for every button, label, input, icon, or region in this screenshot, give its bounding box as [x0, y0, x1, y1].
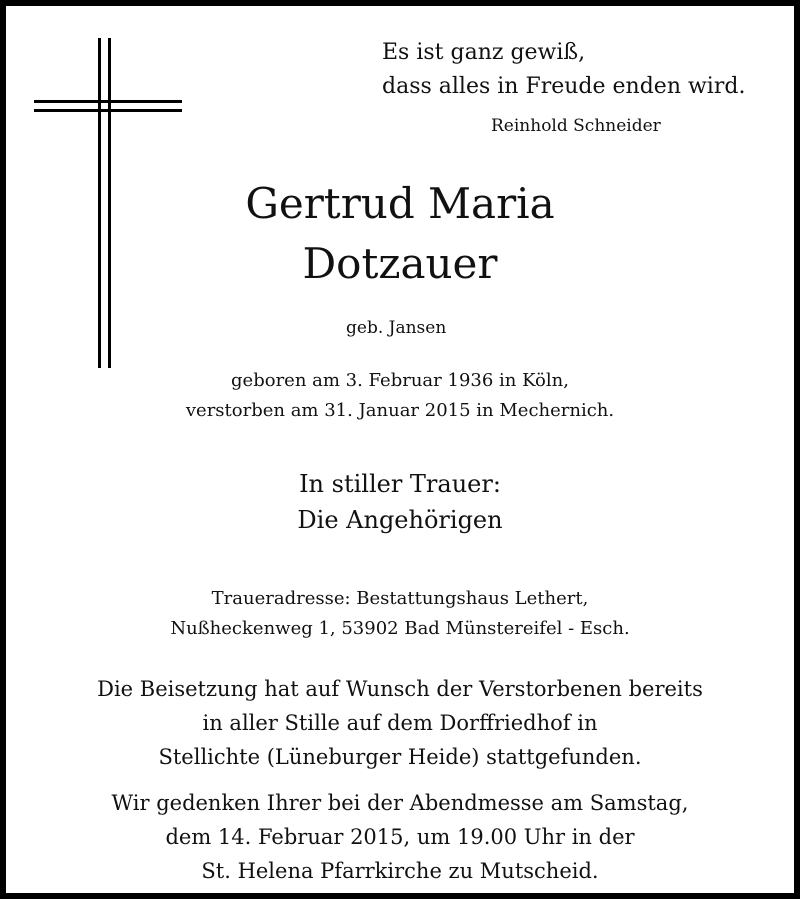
address-line-1: Traueradresse: Bestattungshaus Lethert, — [211, 588, 589, 609]
burial-line-1: Die Beisetzung hat auf Wunsch der Verstorbenen bereits — [97, 677, 703, 701]
death-line: verstorben am 31. Januar 2015 in Mechernich. — [185, 400, 615, 421]
mourning-line-1: In stiller Trauer: — [299, 470, 501, 498]
burial-line-3: Stellichte (Lüneburger Heide) stattgefunden. — [158, 745, 642, 769]
memorial-line-2: dem 14. Februar 2015, um 19.00 Uhr in der — [165, 825, 635, 849]
motto-line-2: dass alles in Freude enden wird. — [382, 74, 746, 99]
mourning-signature — [6, 466, 794, 538]
motto-quote — [382, 36, 745, 104]
memorial-mass-notice — [6, 786, 794, 888]
burial-notice — [6, 672, 794, 774]
address-line-2: Nußheckenweg 1, 53902 Bad Münstereifel - Esch. — [170, 618, 630, 639]
life-dates — [6, 366, 794, 426]
mourning-line-2: Die Angehörigen — [297, 506, 503, 534]
motto-author: Reinhold Schneider — [491, 116, 661, 136]
burial-line-2: in aller Stille auf dem Dorffriedhof in — [202, 711, 598, 735]
maiden-name: geb. Jansen — [346, 318, 447, 338]
memorial-line-3: St. Helena Pfarrkirche zu Mutscheid. — [201, 859, 599, 883]
birth-line: geboren am 3. Februar 1936 in Köln, — [231, 370, 569, 391]
deceased-name — [6, 174, 794, 294]
motto-line-1: Es ist ganz gewiß, — [382, 40, 586, 65]
memorial-line-1: Wir gedenken Ihrer bei der Abendmesse am Samstag, — [111, 791, 689, 815]
deceased-surname: Dotzauer — [302, 239, 498, 288]
mourning-address — [6, 584, 794, 644]
deceased-first-names: Gertrud Maria — [245, 179, 555, 228]
